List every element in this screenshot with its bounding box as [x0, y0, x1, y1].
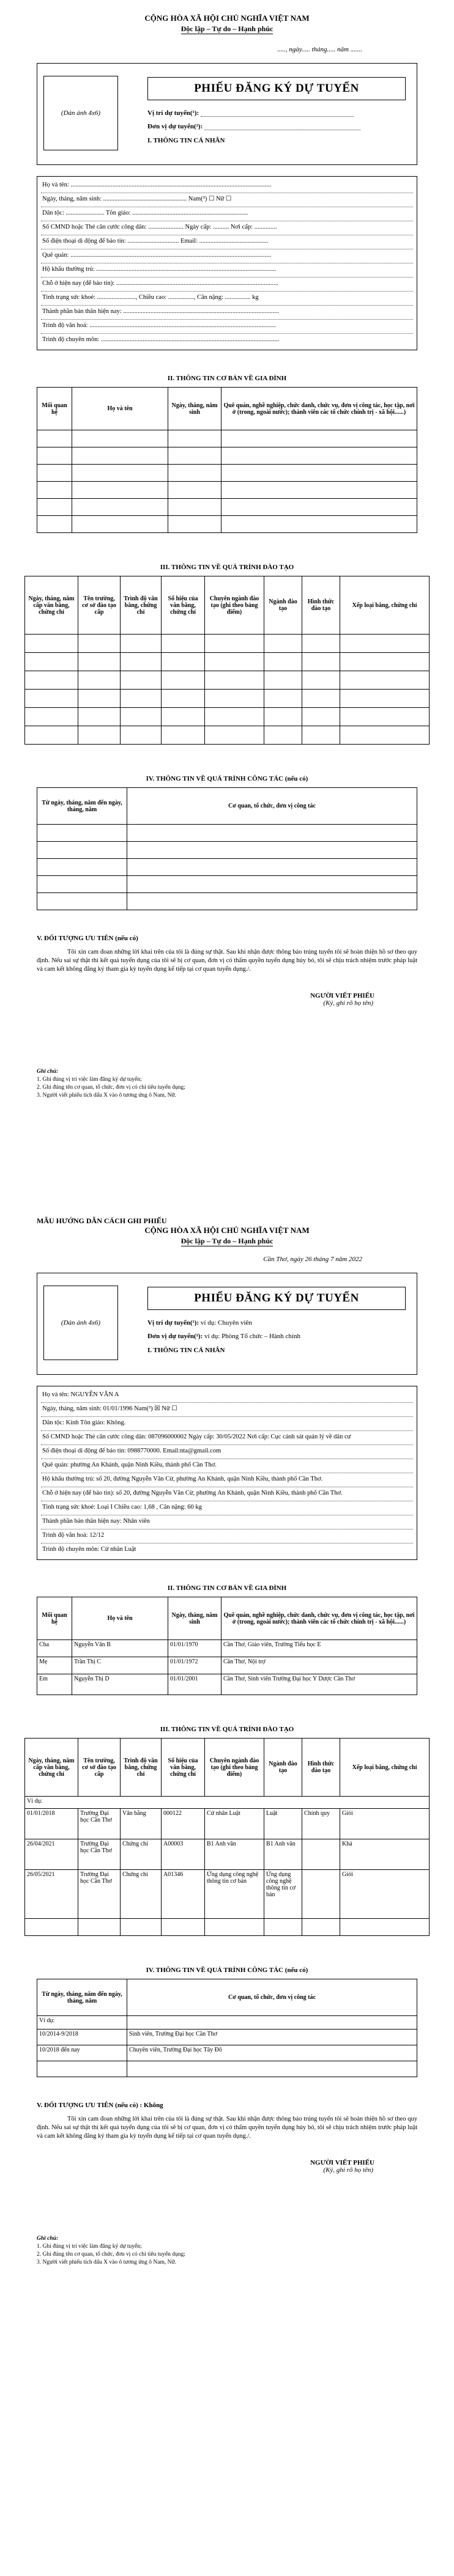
family-col-name: Họ và tên: [72, 1597, 168, 1640]
info-row: Trình độ chuyên môn: ...............................................................................................................: [42, 336, 280, 343]
section-training-title: III. THÔNG TIN VỀ QUÁ TRÌNH ĐÀO TẠO: [160, 564, 294, 571]
section-personal-title: I. THÔNG TIN CÁ NHÂN: [147, 1347, 225, 1354]
section-training-title: III. THÔNG TIN VỀ QUÁ TRÌNH ĐÀO TẠO: [160, 1726, 294, 1733]
pledge-text: Tôi xin cam đoan những lời khai trên của tôi là đúng sự thật. Sau khi nhận được thông báo trúng tuyển tôi sẽ hoàn thiện hồ sơ theo quy định. Nếu sai sự thật thì kết quả tuyển dụng của tôi sẽ bị cơ quan, đơn vị có thẩm quyền tuyển dụng hủy bỏ, tôi sẽ chịu trách nhiệm trước pháp luật và cam kết không đăng ký tham gia kỳ tuyển dụng kế tiếp tại cơ quan tuyển dụng./.: [37, 2116, 417, 2140]
section-priority-title: V. ĐỐI TƯỢNG ƯU TIÊN (nếu có) : Không: [37, 2102, 163, 2109]
training-col-level: Trình độ văn bằng, chứng chỉ: [121, 576, 162, 635]
notes-title: Ghi chú:: [37, 2236, 59, 2242]
info-row: Dân tộc: ........................ Tôn giáo: ........................................................................: [41, 207, 413, 221]
table-row: [25, 671, 430, 690]
work-col-org: Cơ quan, tổ chức, đơn vị công tác: [127, 788, 417, 825]
table-row: Em Nguyễn Thị D 01/01/2001 Cần Thơ, Sinh viên Trường Đại học Y Dược Cần Thơ: [37, 1674, 417, 1695]
country-heading: CỘNG HÒA XÃ HỘI CHỦ NGHĨA VIỆT NAM: [144, 1226, 310, 1235]
form-title: PHIẾU ĐĂNG KÝ DỰ TUYỂN: [147, 1287, 406, 1310]
signer-note: (Ký, ghi rõ họ tên): [323, 999, 373, 1007]
signer-title: NGƯỜI VIẾT PHIẾU: [310, 2159, 374, 2166]
table-row: 01/01/2018 Trường Đại học Cần Thơ Văn bằng 000122 Cử nhân Luật Luật Chính quy Giỏi: [25, 1809, 430, 1839]
section-priority-title: V. ĐỐI TƯỢNG ƯU TIÊN (nếu có): [37, 935, 138, 942]
family-col-dob: Ngày, tháng, năm sinh: [168, 1597, 221, 1640]
training-col-field: Ngành đào tạo: [264, 576, 302, 635]
table-row: [25, 635, 430, 653]
training-table: [24, 576, 430, 745]
section-work-title: IV. THÔNG TIN VỀ QUÁ TRÌNH CÔNG TÁC (nếu có): [146, 1967, 308, 1974]
country-heading: CỘNG HÒA XÃ HỘI CHỦ NGHĨA VIỆT NAM: [144, 13, 310, 23]
training-col-number: Số hiệu của văn bằng, chứng chỉ: [162, 576, 205, 635]
note-line: 3. Người viết phiếu tích dấu X vào ô tương ứng ô Nam, Nữ.: [37, 2259, 176, 2265]
info-row: Trình độ văn hoá: ....................................................................................................................: [41, 320, 413, 334]
work-table: [37, 1979, 417, 2077]
family-col-dob: Ngày, tháng, năm sinh: [168, 388, 221, 430]
table-row: [37, 825, 417, 842]
family-table: [37, 387, 417, 533]
signer-title: NGƯỜI VIẾT PHIẾU: [310, 992, 374, 999]
table-row: 10/2018 đến nay Chuyên viên, Trường Đại học Tây Đô: [37, 2045, 417, 2061]
info-row: Số CMND hoặc Thẻ căn cước công dân: 087096000002 Ngày cấp: 30/05/2022 Nơi cấp: Cục cảnh sát quản lý về dân cư: [41, 1431, 413, 1445]
training-table: [24, 1738, 430, 1936]
work-col-period: Từ ngày, tháng, năm đến ngày, tháng, năm: [37, 1979, 127, 2016]
info-row: Số CMND hoặc Thẻ căn cước công dân: ...................... Ngày cấp: .......... Nơi cấp: ..............: [41, 221, 413, 235]
info-row: Quê quán: .............................................................................................................................: [41, 249, 413, 263]
notes-title: Ghi chú:: [37, 1069, 59, 1075]
table-row: [37, 447, 417, 465]
note-line: 2. Ghi đúng tên cơ quan, tổ chức, đơn vị có chỉ tiêu tuyển dụng;: [37, 1084, 185, 1091]
work-col-period: Từ ngày, tháng, năm đến ngày, tháng, năm: [37, 788, 127, 825]
table-row: 26/05/2021 Trường Đại học Cần Thơ Chứng chỉ A01346 Ứng dụng công nghệ thông tin cơ bản Ứng dụng công nghệ thông tin cơ bản Giỏi: [25, 1870, 430, 1919]
unit-line: Đơn vị dự tuyển(²): ví dụ: Phòng Tổ chức – Hành chính: [147, 1333, 300, 1340]
table-row: [25, 1797, 430, 1809]
section-family-title: II. THÔNG TIN CƠ BẢN VỀ GIA ĐÌNH: [167, 1584, 287, 1592]
training-col-rank: Xếp loại bằng, chứng chỉ: [340, 576, 430, 635]
table-row: [37, 499, 417, 516]
form-title: PHIẾU ĐĂNG KÝ DỰ TUYỂN: [147, 77, 406, 100]
dateline: Cần Thơ, ngày 26 tháng 7 năm 2022: [263, 1256, 362, 1263]
personal-info-box: [37, 176, 417, 350]
table-row: 10/2014-9/2018 Sinh viên, Trường Đại học Cần Thơ: [37, 2030, 417, 2045]
table-row: [37, 876, 417, 893]
sample-form: [0, 1198, 454, 2576]
table-row: [25, 653, 430, 671]
motto: Độc lập – Tự do – Hạnh phúc: [180, 24, 274, 33]
info-row: Thành phần bản thân hiện nay: .................................................................................................: [41, 306, 413, 320]
training-col-major: Chuyên ngành đào tạo (ghi theo bảng điểm): [205, 576, 264, 635]
unit-line: Đơn vị dự tuyển(²):: [147, 123, 360, 130]
info-row: Họ và tên: NGUYỄN VĂN A: [41, 1389, 413, 1403]
family-col-details: Quê quán, nghề nghiệp, chức danh, chức vụ, đơn vị công tác, học tập, nơi ở (trong, ngoài nước); thành viên các tổ chức chính trị - xã hội......): [221, 388, 417, 430]
note-line: 3. Người viết phiếu tích dấu X vào ô tương ứng ô Nam, Nữ.: [37, 1092, 176, 1098]
training-col-level: Trình độ văn bằng, chứng chỉ: [121, 1739, 162, 1797]
info-row: Chỗ ở hiện nay (để báo tin): số 20, đường Nguyễn Văn Cừ, phường An Khánh, quận Ninh Kiều, thành phố Cần Thơ.: [41, 1487, 413, 1501]
training-col-major: Chuyên ngành đào tạo (ghi theo bảng điểm): [205, 1739, 264, 1797]
pledge-text: Tôi xin cam đoan những lời khai trên của tôi là đúng sự thật. Sau khi nhận được thông báo trúng tuyển tôi sẽ hoàn thiện hồ sơ theo quy định. Nếu sai sự thật thì kết quả tuyển dụng của tôi sẽ bị cơ quan, đơn vị có thẩm quyền tuyển dụng hủy bỏ, tôi sẽ chịu trách nhiệm trước pháp luật và cam kết không đăng ký tham gia kỳ tuyển dụng kế tiếp tại cơ quan tuyển dụng./.: [37, 949, 417, 973]
family-col-name: Họ và tên: [72, 388, 168, 430]
form-header-box: [37, 1273, 417, 1375]
training-col-school: Tên trường, cơ sở đào tạo cấp: [78, 576, 121, 635]
dateline: ....., ngày..... tháng..... năm .......: [277, 46, 362, 53]
family-table: [37, 1597, 417, 1695]
info-row: Số điện thoại di động để báo tin: ................................ Email: ...........................................: [41, 235, 413, 249]
info-row: Dân tộc: Kinh Tôn giáo: Không.: [41, 1417, 413, 1431]
info-row: Tình trạng sức khoẻ: ........................, Chiều cao: ................, Cân nặng: ................ kg: [41, 292, 413, 306]
blank-form: [0, 0, 454, 1198]
table-row: [25, 708, 430, 726]
info-row: Hộ khẩu thường trú: số 20, đường Nguyễn Văn Cừ, phường An Khánh, quận Ninh Kiều, thành phố Cần Thơ.: [41, 1473, 413, 1487]
section-personal-title: I. THÔNG TIN CÁ NHÂN: [147, 137, 225, 144]
work-col-org: Cơ quan, tổ chức, đơn vị công tác: [127, 1979, 417, 2016]
table-row: [25, 1919, 430, 1936]
training-col-field: Ngành đào tạo: [264, 1739, 302, 1797]
table-row: [37, 430, 417, 447]
table-row: [37, 465, 417, 482]
table-row: [37, 2061, 417, 2077]
table-row: [25, 690, 430, 708]
info-row: Ngày, tháng, năm sinh: 01/01/1996 Nam(³) ☒ Nữ ☐: [41, 1403, 413, 1417]
table-row: [37, 482, 417, 499]
info-row: Hộ khẩu thường trú: ................................................................................................................: [41, 263, 413, 278]
table-row: [37, 893, 417, 910]
training-col-mode: Hình thức đào tạo: [302, 576, 340, 635]
training-col-date: Ngày, tháng, năm cấp văn bằng, chứng chỉ: [25, 1739, 78, 1797]
signer-note: (Ký, ghi rõ họ tên): [323, 2166, 373, 2174]
info-row: Trình độ văn hoá: 12/12: [41, 1529, 413, 1544]
table-row: Ví dụ:: [37, 2016, 417, 2030]
training-example-label: Ví dụ:: [25, 1797, 430, 1809]
info-row: Số điện thoại di động để báo tin: 0988770000. Email:nta@gmail.com: [41, 1445, 413, 1459]
training-col-date: Ngày, tháng, năm cấp văn bằng, chứng chỉ: [25, 576, 78, 635]
family-col-relation: Mối quan hệ: [37, 1597, 72, 1640]
info-row: Thành phần bản thân hiện nay: Nhân viên: [41, 1515, 413, 1529]
training-col-school: Tên trường, cơ sở đào tạo cấp: [78, 1739, 121, 1797]
table-row: [37, 859, 417, 876]
info-row: Quê quán: phường An Khánh, quận Ninh Kiều, thành phố Cần Thơ.: [41, 1459, 413, 1473]
position-line: Vị trí dự tuyển(¹): ví dụ: Chuyên viên: [147, 1319, 252, 1327]
info-row: Chỗ ở hiện nay (để báo tin): .....................................................................................................: [41, 278, 413, 292]
note-line: 1. Ghi đúng vị trí việc làm đăng ký dự tuyển;: [37, 2243, 142, 2250]
table-row: 26/04/2021 Trường Đại học Cần Thơ Chứng chỉ A00003 B1 Anh văn B1 Anh văn Khá: [25, 1839, 430, 1870]
motto: Độc lập – Tự do – Hạnh phúc: [180, 1237, 274, 1245]
photo-placeholder: (Dán ảnh 4x6): [43, 1286, 118, 1360]
table-row: [25, 726, 430, 745]
info-row: Tình trạng sức khoẻ: Loại I Chiều cao: 1,68 , Cân nặng: 60 kg: [41, 1501, 413, 1515]
table-row: [37, 516, 417, 533]
training-col-rank: Xếp loại bằng, chứng chỉ: [340, 1739, 430, 1797]
form-header-box: [37, 63, 417, 165]
family-col-relation: Mối quan hệ: [37, 388, 72, 430]
family-col-details: Quê quán, nghề nghiệp, chức danh, chức vụ, đơn vị công tác, học tập, nơi ở (trong, ngoài nước); thành viên các tổ chức chính trị - xã hội......): [221, 1597, 417, 1640]
work-table: [37, 787, 417, 910]
section-work-title: IV. THÔNG TIN VỀ QUÁ TRÌNH CÔNG TÁC (nếu có): [146, 775, 308, 782]
position-line: Vị trí dự tuyển(¹):: [147, 109, 354, 117]
table-row: Mẹ Trần Thị C 01/01/1972 Cần Thơ, Nội trợ: [37, 1657, 417, 1674]
info-row: Ngày, tháng, năm sinh: .................................................... Nam(³) ☐ Nữ ☐: [41, 193, 413, 207]
training-col-number: Số hiệu của văn bằng, chứng chỉ: [162, 1739, 205, 1797]
table-row: [37, 842, 417, 859]
training-col-mode: Hình thức đào tạo: [302, 1739, 340, 1797]
section-family-title: II. THÔNG TIN CƠ BẢN VỀ GIA ĐÌNH: [167, 375, 287, 382]
photo-placeholder: (Dán ảnh 4x6): [43, 76, 118, 150]
info-row: Họ và tên: .............................................................................................................................: [41, 179, 413, 193]
info-row: Trình độ chuyên môn: Cử nhân Luật: [42, 1546, 136, 1553]
note-line: 2. Ghi đúng tên cơ quan, tổ chức, đơn vị có chỉ tiêu tuyển dụng;: [37, 2251, 185, 2258]
sample-banner: MẪU HƯỚNG DẪN CÁCH GHI PHIẾU: [37, 1216, 167, 1225]
table-row: Cha Nguyễn Văn B 01/01/1970 Cần Thơ, Giáo viên, Trường Tiểu học E: [37, 1640, 417, 1657]
note-line: 1. Ghi đúng vị trí việc làm đăng ký dự tuyển;: [37, 1076, 142, 1083]
personal-info-box: [37, 1386, 417, 1560]
